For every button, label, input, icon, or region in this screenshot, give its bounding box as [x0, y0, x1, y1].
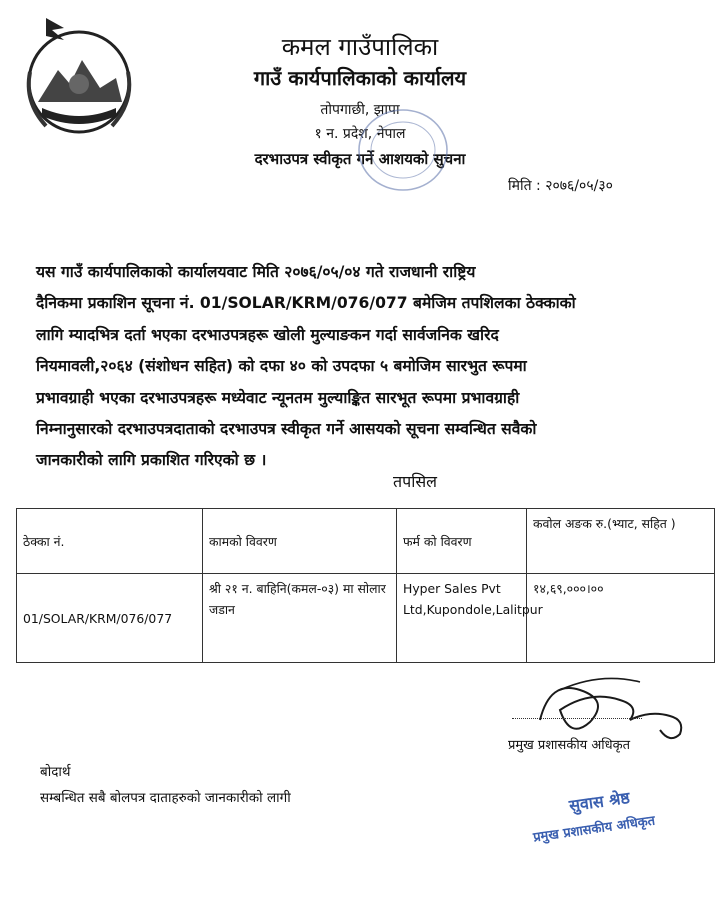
signature-line	[512, 718, 642, 719]
table-title: तपसिल	[393, 472, 438, 491]
office-address: तोपगाछी, झापा	[320, 102, 400, 118]
municipality-name: कमल गाउँपालिका	[281, 33, 439, 61]
header-contract-no: ठेक्का नं.	[17, 509, 203, 574]
cell-bid-amount: १४,६९,०००।००	[527, 574, 715, 663]
officer-stamp	[528, 775, 713, 846]
body-line: लागि म्यादभित्र दर्ता भएका दरभाउपत्रहरू खोली मुल्याङकन गर्दा सार्वजनिक खरिद	[36, 325, 499, 344]
table-header-row	[17, 509, 715, 574]
cell-firm-details: Hyper Sales Pvt Ltd,Kupondole,Lalitpur	[397, 574, 527, 663]
bodhartha-label: बोदार्थ	[40, 764, 71, 780]
office-name: गाउँ कार्यपालिकाको कार्यालय	[253, 66, 467, 90]
office-stamp-icon	[348, 92, 458, 212]
cell-contract-no: 01/SOLAR/KRM/076/077	[17, 574, 203, 663]
officer-title: प्रमुख प्रशासकीय अधिकृत	[532, 813, 657, 846]
body-line: नियमावली,२०६४ (संशोधन सहित) को दफा ४० को उपदफा ५ बमोजिम सारभुत रूपमा	[36, 357, 527, 376]
body-line: प्रभावग्राही भएका दरभाउपत्रहरू मध्येवाट न्यूनतम मुल्याङ्कित सारभूत रूपमा प्रभावग्राही	[36, 388, 520, 407]
notice-body	[36, 257, 706, 477]
header-work-description: कामको विवरण	[203, 509, 397, 574]
signatory-title: प्रमुख प्रशासकीय अधिकृत	[508, 738, 631, 753]
body-line: निम्नानुसारको दरभाउपत्रदाताको दरभाउपत्र स्वीकृत गर्ने आसयको सूचना सम्वन्धित सवैको	[36, 419, 537, 438]
cell-work-description: श्री २१ न. बाहिनि(कमल-०३) मा सोलार जडान	[203, 574, 397, 663]
body-line: दैनिकमा प्रकाशिन सूचना नं. 01/SOLAR/KRM/076/077 बमेजिम तपशिलका ठेक्काको	[36, 294, 576, 313]
header-bid-amount: कवोल अङक रु.(भ्याट, सहित )	[527, 509, 715, 574]
contract-table	[16, 508, 715, 663]
officer-name: सुवास श्रेष्ठ	[567, 787, 631, 816]
body-line: जानकारीको लागि प्रकाशित गरिएको छ ।	[36, 451, 267, 470]
notice-date: मिति : २०७६/०५/३०	[508, 178, 613, 194]
distribution-note: सम्बन्धित सबै बोलपत्र दाताहरुको जानकारीको लागी	[40, 790, 291, 806]
table-row	[17, 574, 715, 663]
province-line: १ न. प्रदेश, नेपाल	[314, 126, 406, 142]
body-line: यस गाउँ कार्यपालिकाको कार्यालयवाट मिति २०७६/०५/०४ गते राजधानी राष्ट्रिय	[36, 263, 476, 281]
notice-title: दरभाउपत्र स्वीकृत गर्ने आशयको सुचना	[254, 150, 466, 168]
header-firm-details: फर्म को विवरण	[397, 509, 527, 574]
